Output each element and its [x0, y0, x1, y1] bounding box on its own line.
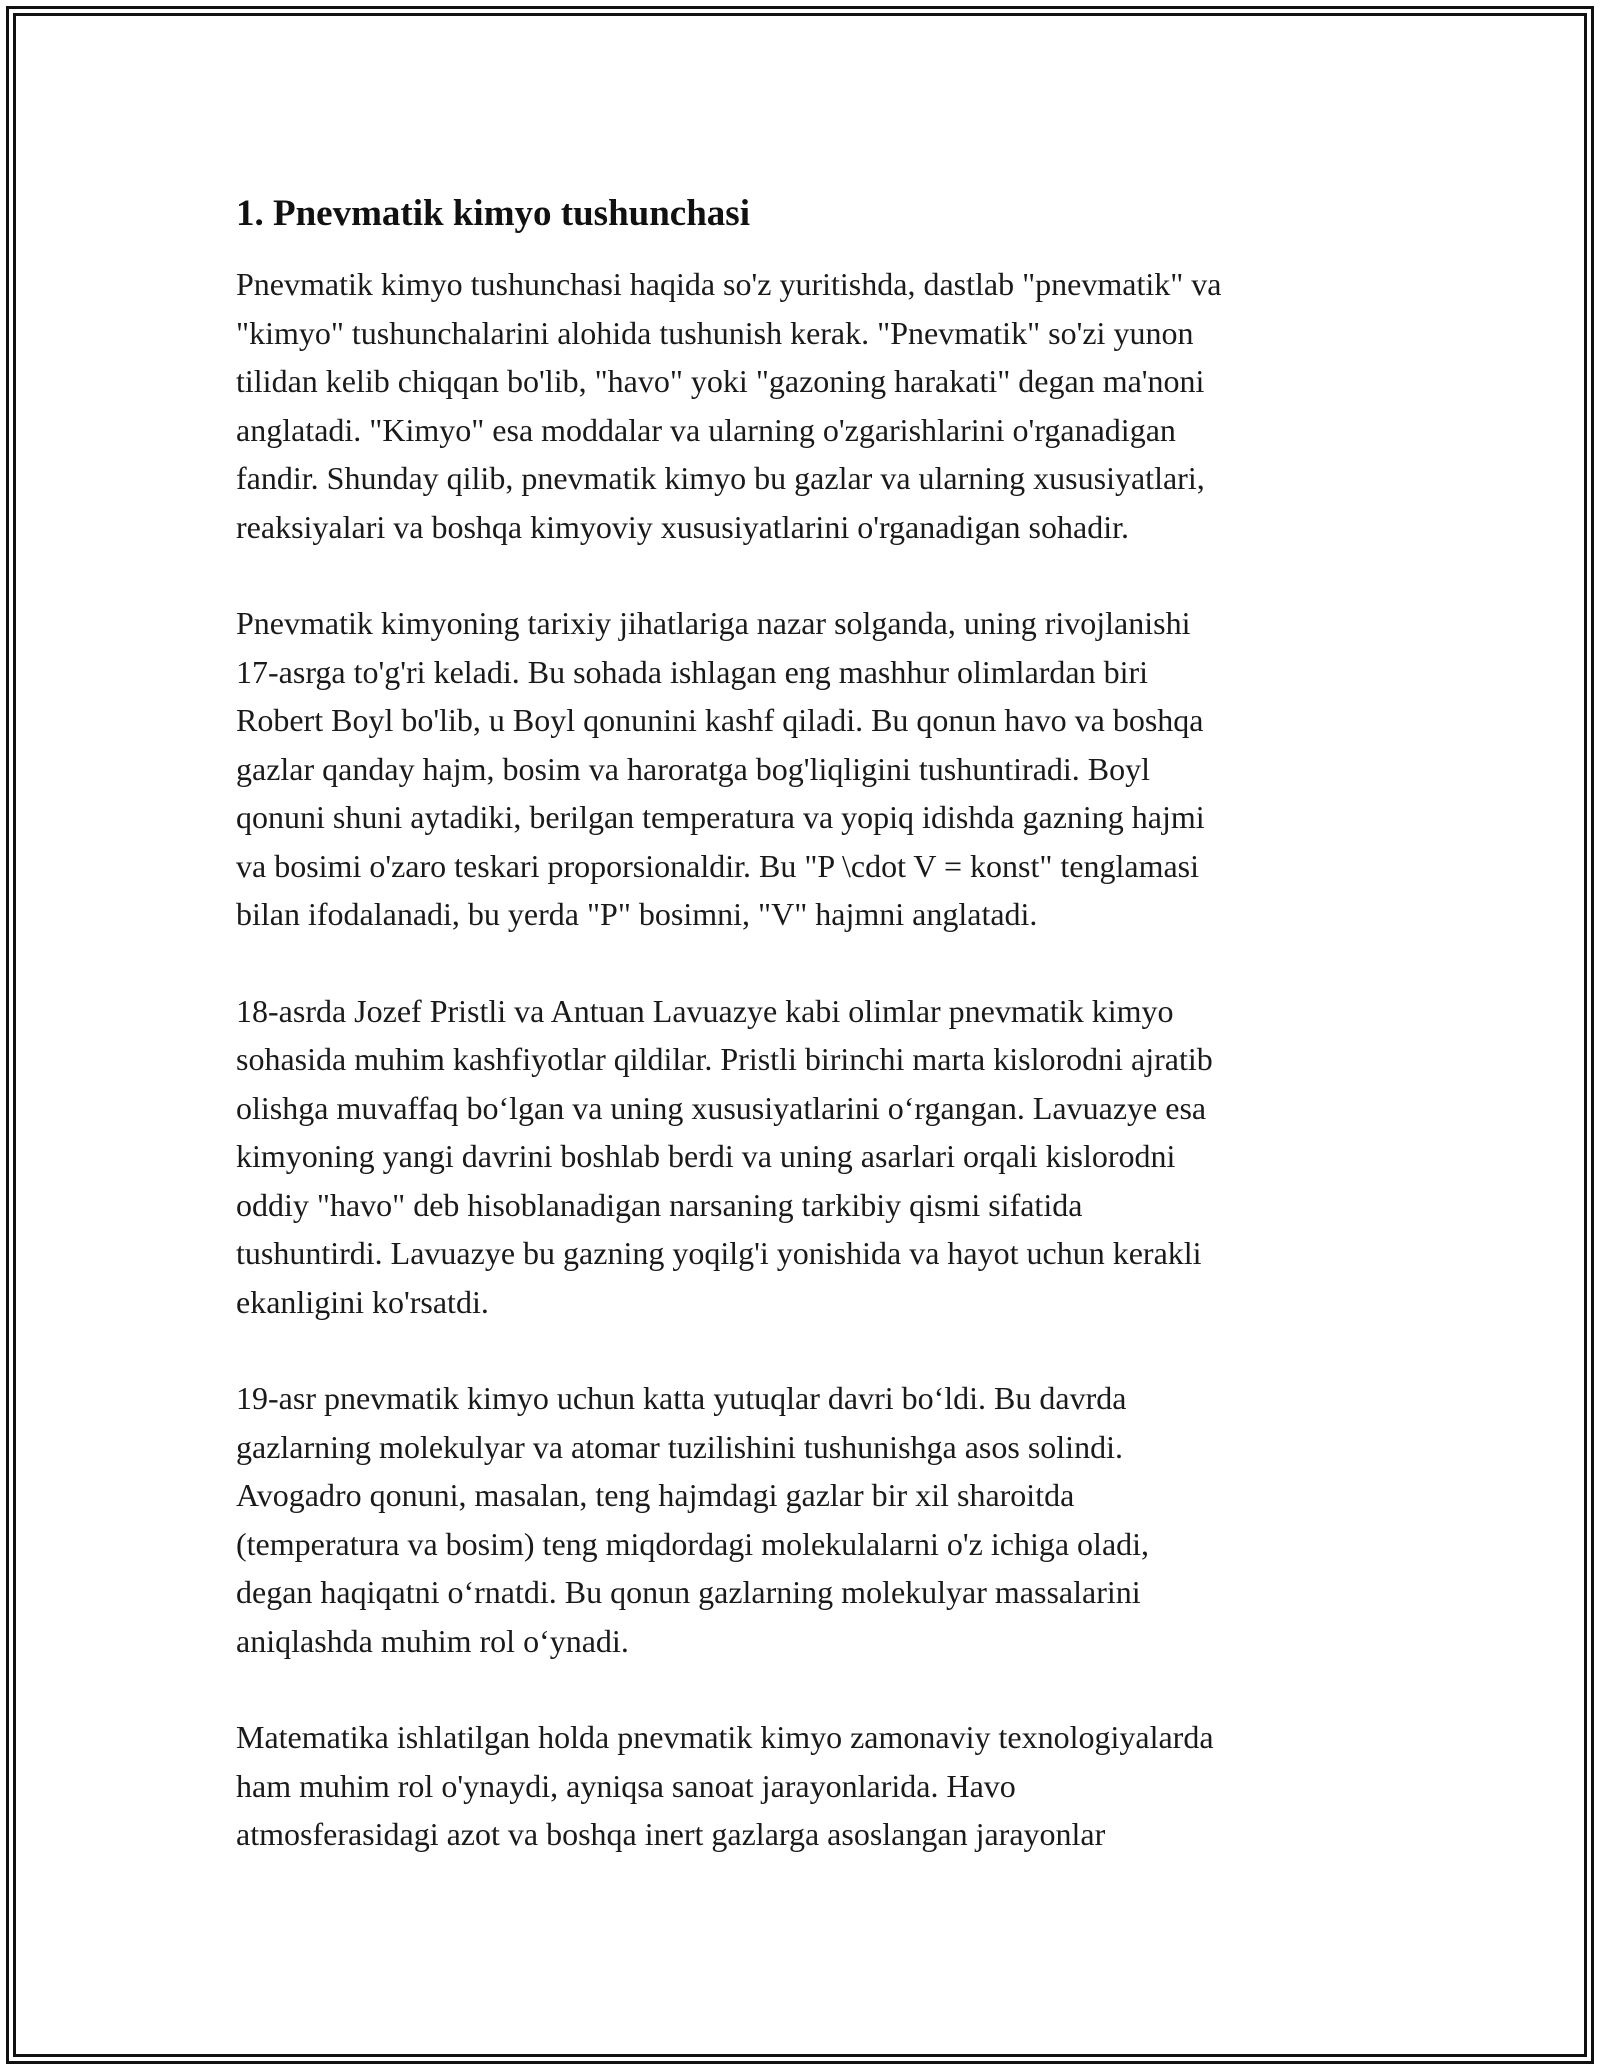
paragraph-3: 18-asrda Jozef Pristli va Antuan Lavuazye kabi olimlar pnevmatik kimyo sohasida muhim kashfiyotlar qildilar. Pristli birinchi marta kislorodni ajratib olishga muvaffaq bo‘lgan va uning xususiyatlarini o‘rgangan. Lavuazye esa kimyoning yangi davrini boshlab berdi va uning asarlari orqali kislorodni oddiy "havo" deb hisoblanadigan narsaning tarkibiy qismi sifatida tushuntirdi. Lavuazye bu gazning yoqilg'i yonishida va hayot uchun kerakli ekanligini ko'rsatdi.: [236, 992, 1213, 1320]
section-heading: 1. Pnevmatik kimyo tushunchasi: [236, 193, 750, 234]
document-page: [236, 186, 1376, 1907]
paragraph-1: Pnevmatik kimyo tushunchasi haqida so'z yuritishda, dastlab "pnevmatik" va "kimyo" tushunchalarini alohida tushunish kerak. "Pnevmatik" so'zi yunon tilidan kelib chiqqan bo'lib, "havo" yoki "gazoning harakati" degan ma'noni anglatadi. "Kimyo" esa moddalar va ularning o'zgarishlarini o'rganadigan fandir. Shunday qilib, pnevmatik kimyo bu gazlar va ularning xususiyatlari, reaksiyalari va boshqa kimyoviy xususiyatlarini o'rganadigan sohadir.: [236, 266, 1222, 545]
paragraph-4: 19-asr pnevmatik kimyo uchun katta yutuqlar davri bo‘ldi. Bu davrda gazlarning molekulyar va atomar tuzilishini tushunishga asos solindi. Avogadro qonuni, masalan, teng hajmdagi gazlar bir xil sharoitda (temperatura va bosim) teng miqdordagi molekulalarni o'z ichiga oladi, degan haqiqatni o‘rnatdi. Bu qonun gazlarning molekulyar massalarini aniqlashda muhim rol o‘ynadi.: [236, 1380, 1150, 1659]
paragraph-2: Pnevmatik kimyoning tarixiy jihatlariga nazar solganda, uning rivojlanishi 17-asrga to'g'ri keladi. Bu sohada ishlagan eng mashhur olimlardan biri Robert Boyl bo'lib, u Boyl qonunini kashf qiladi. Bu qonun havo va boshqa gazlar qanday hajm, bosim va haroratga bog'liqligini tushuntiradi. Boyl qonuni shuni aytadiki, berilgan temperatura va yopiq idishda gazning hajmi va bosimi o'zaro teskari proporsionaldir. Bu "P \cdot V = konst" tenglamasi bilan ifodalanadi, bu yerda "P" bosimni, "V" hajmni anglatadi.: [236, 605, 1205, 932]
paragraph-5: Matematika ishlatilgan holda pnevmatik kimyo zamonaviy texnologiyalarda ham muhim rol o'ynaydi, ayniqsa sanoat jarayonlarida. Havo atmosferasidagi azot va boshqa inert gazlarga asoslangan jarayonlar: [236, 1719, 1214, 1852]
